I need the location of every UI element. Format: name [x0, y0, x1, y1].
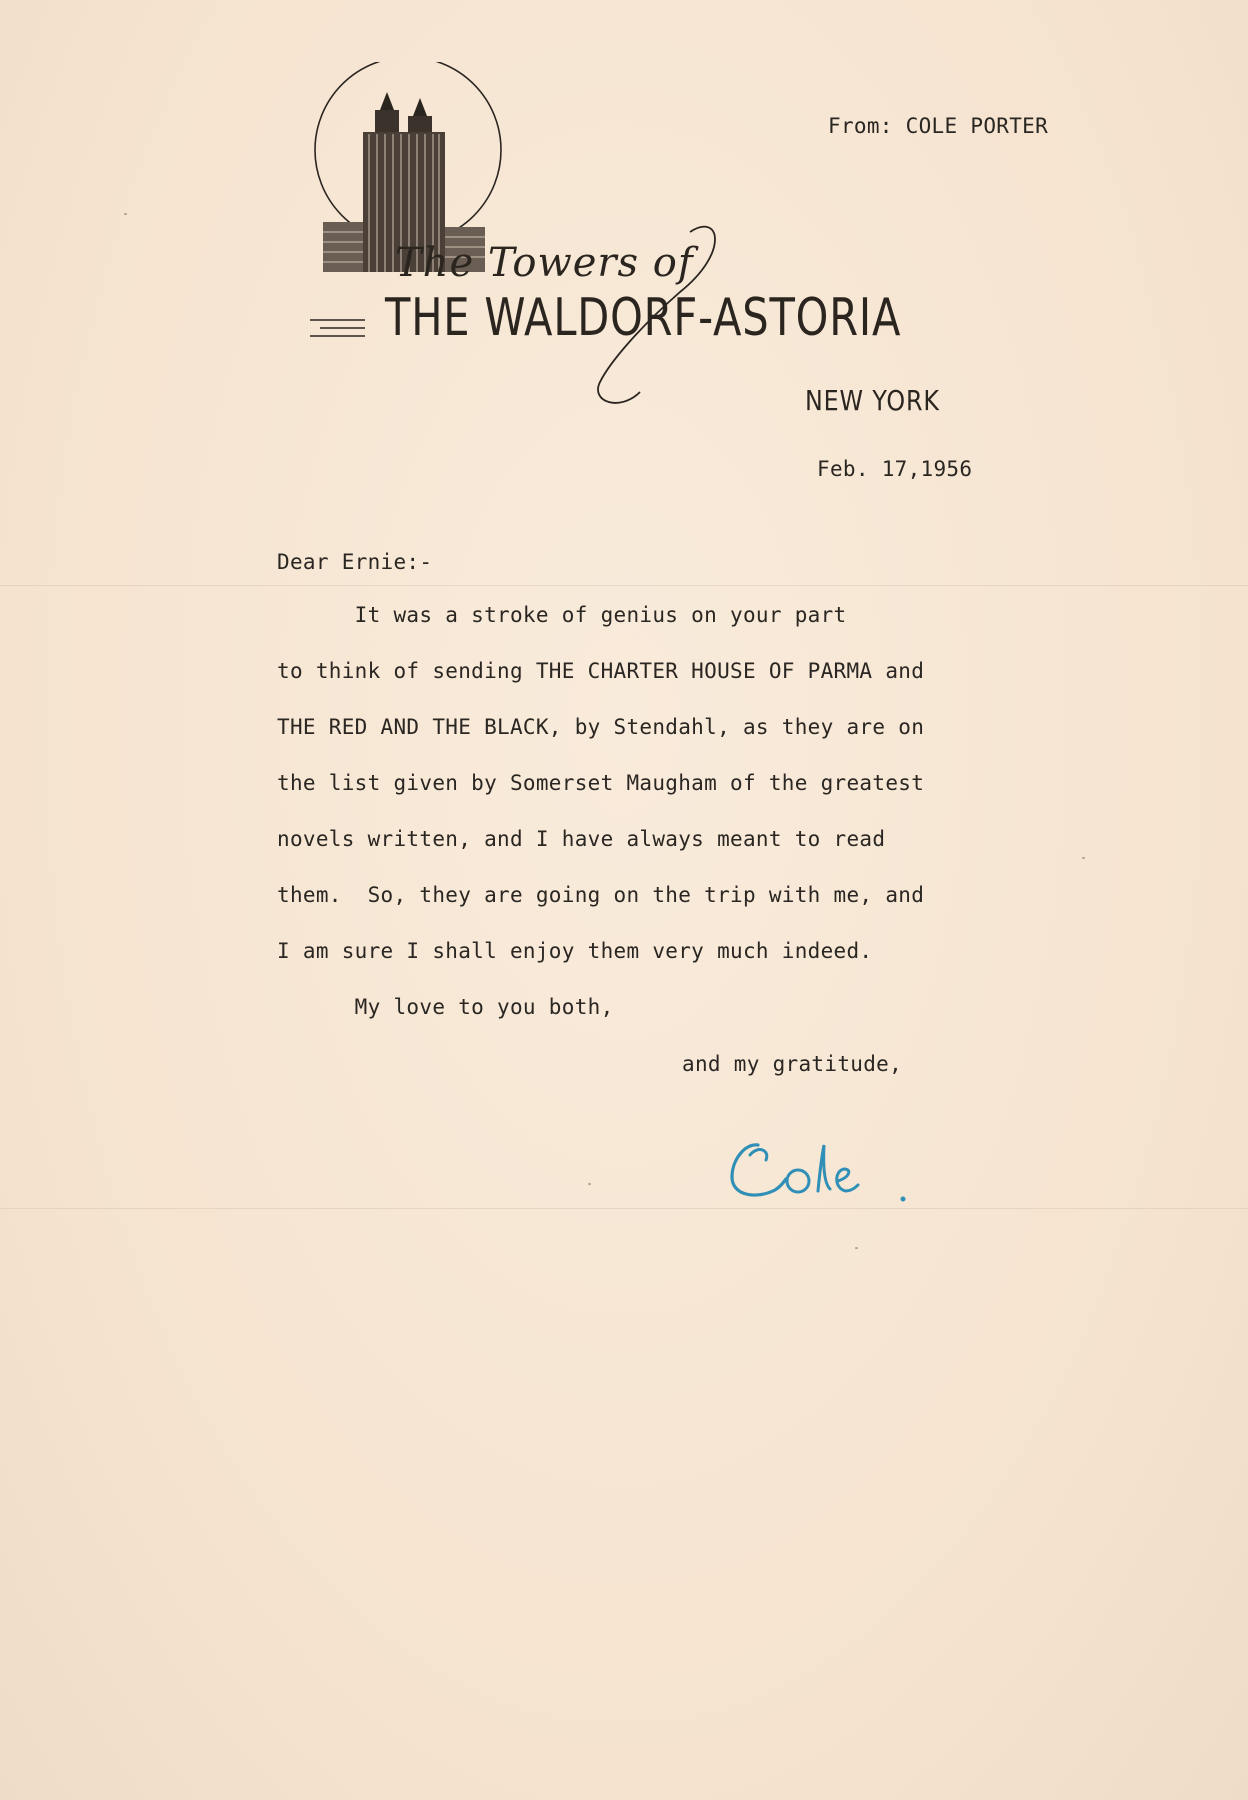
body-line: to think of sending THE CHARTER HOUSE OF PARMA and — [277, 659, 925, 683]
sender-line: From: COLE PORTER — [828, 114, 1049, 138]
salutation: Dear Ernie:- — [277, 550, 433, 574]
letterhead-city: NEW YORK — [805, 384, 940, 417]
letterhead-towers-script: The Towers of — [395, 240, 694, 286]
paper-speck — [1082, 857, 1085, 859]
letterhead-flourish — [570, 212, 730, 412]
paper-speck — [855, 1247, 858, 1249]
fold-line — [0, 585, 1248, 586]
closing-line: My love to you both, — [277, 995, 614, 1019]
body-line: novels written, and I have always meant to read — [277, 827, 886, 851]
handwritten-signature — [720, 1115, 920, 1215]
body-line: the list given by Somerset Maugham of the greatest — [277, 771, 925, 795]
body-line: THE RED AND THE BLACK, by Stendahl, as they are on — [277, 715, 925, 739]
letter-date: Feb. 17,1956 — [817, 457, 973, 481]
body-line: It was a stroke of genius on your part — [277, 603, 847, 627]
body-line: I am sure I shall enjoy them very much indeed. — [277, 939, 873, 963]
paper-speck — [588, 1183, 591, 1185]
paper-speck — [124, 213, 127, 215]
fold-line — [0, 1208, 1248, 1209]
body-line: them. So, they are going on the trip with me, and — [277, 883, 925, 907]
closing-line: and my gratitude, — [682, 1052, 903, 1076]
letterhead-hotel-name: THE WALDORF-ASTORIA — [385, 288, 902, 348]
